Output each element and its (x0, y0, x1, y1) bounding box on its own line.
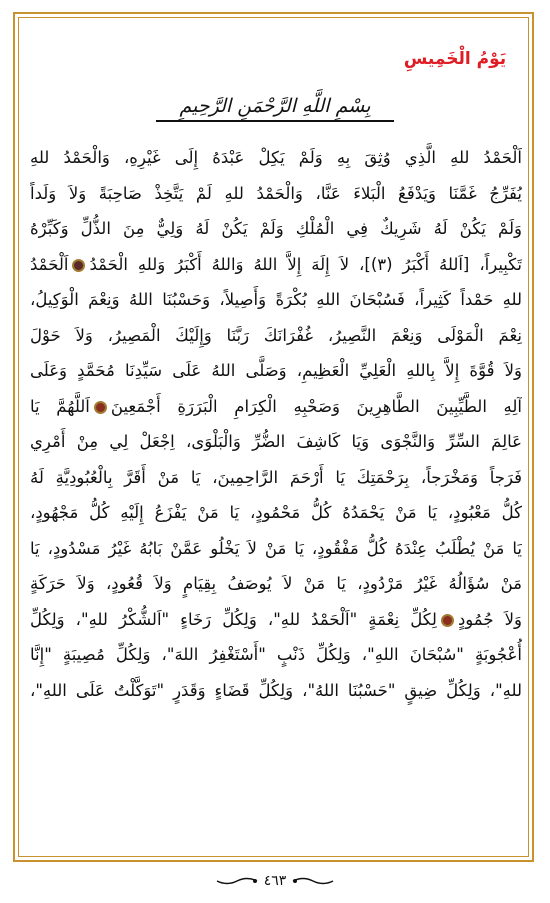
text-line-8 (30, 389, 522, 425)
rosette-divider-icon (72, 259, 85, 272)
text-line-5: للهِ حَمْداً كَثِيراً، فَسُبْحَانَ اللهِ بُكْرَةً وَأَصِيلاً، وَحَسْبُنَا اللهُ وَنِعْمَ الْوَكِيلُ، (30, 290, 522, 309)
text-line-4 (30, 247, 522, 283)
text-line-11: كُلُّ مَعْبُودٍ، يَا مَنْ يَحْمَدُهُ كُلُّ مَحْمُودٍ، يَا مَنْ يَفْزَعُ إِلَيْهِ كُلُّ مَجْهُودٍ، (30, 503, 522, 522)
text-line-14-part-2: لِكُلِّ نِعْمَةٍ "اَلْحَمْدُ للهِ"، وَلِكُلِّ رَخَاءٍ "اَلشُّكْرُ للهِ"، وَلِكُلِّ (30, 609, 437, 629)
footer-ornament-right-icon (291, 876, 335, 886)
text-line-6: نِعْمَ الْمَوْلَى وَنِعْمَ النَّصِيرُ، غُفْرَانَكَ رَبَّنَا وَإِلَيْكَ الْمَصِيرُ، وَلاَ حَوْلَ (30, 325, 522, 345)
text-line-1: اَلْحَمْدُ للهِ الَّذِي وُثِقَ بِهِ وَلَمْ يَكِلْ عَبْدَهُ إِلَى غَيْرِهِ، وَالْحَمْدُ للهِ (30, 148, 522, 167)
text-line-8-part-2: اَللَّهُمَّ يَا (30, 396, 90, 416)
text-line-2: يُفَرِّجُ غَمَّنَا وَيَدْفَعُ الْبَلاءَ عَنَّا، وَالْحَمْدُ للهِ لَمْ يَتَّخِذْ صَاحِبَةً وَلاَ وَلَداً (30, 183, 522, 203)
text-line-13: مَنْ سُؤَالُهُ غَيْرُ مَرْدُودٍ، يَا مَنْ لاَ يُوصَفُ بِقِيَامٍ وَلاَ قُعُودٍ، وَلاَ حَرَكَةٍ (30, 574, 522, 593)
text-line-8-part-1: آلِهِ الطَّيِّبِينَ الطَّاهِرِينَ وَصَحْبِهِ الْكِرَامِ الْبَرَرَةِ أَجْمَعِينَ (110, 396, 522, 416)
basmala-text: بِسْمِ اللَّهِ الرَّحْمَنِ الرَّحِيمِ (179, 95, 371, 117)
text-line-4-part-1: تَكْبِيراً، [اَللهُ أَكْبَرُ (٣)]، لاَ إِلَهَ إِلاَّ اللهُ وَاللهُ أَكْبَرُ وَللهِ الْحَمْدُ (89, 254, 522, 274)
footer-ornament-left-icon (215, 876, 259, 886)
text-line-16: للهِ"، وَلِكُلِّ ضِيقٍ "حَسْبُنَا اللهُ"، وَلِكُلِّ قَضَاءٍ وَقَدَرٍ "تَوَكَّلْتُ عَلَى اللهِ"، (30, 680, 522, 700)
text-line-7: وَلاَ قُوَّةَ إِلاَّ بِاللهِ الْعَلِيِّ الْعَظِيمِ، وَصَلَّى اللهُ عَلَى سَيِّدِنَا مُحَمَّدٍ وَعَلَى (30, 361, 522, 380)
text-line-15: أُعْجُوبَةٍ "سُبْحَانَ اللهِ"، وَلِكُلِّ ذَنْبٍ "أَسْتَغْفِرُ اللهَ"، وَلِكُلِّ مُصِيبَةٍ "إِنَّا (30, 645, 522, 664)
rosette-divider-icon (94, 401, 107, 414)
text-line-14 (30, 602, 522, 638)
basmala-calligraphy (150, 86, 400, 128)
page-number: ٤٦٣ (263, 873, 287, 889)
text-line-3: وَلَمْ يَكُنْ لَهُ شَرِيكٌ فِي الْمُلْكِ وَلَمْ يَكُنْ لَهُ وَلِيٌّ مِنَ الذُّلِّ وَكَبِّرْهُ (30, 219, 522, 238)
page-footer (175, 868, 375, 894)
text-line-14-part-1: وَلاَ جُمُودٍ (457, 609, 522, 629)
prayer-text (30, 140, 522, 708)
text-line-4-part-2: اَلْحَمْدُ (30, 254, 69, 274)
rosette-divider-icon (441, 614, 454, 627)
text-line-12: يَا مَنْ يُطْلَبُ عِنْدَهُ كُلُّ مَفْقُودٍ، يَا مَنْ لاَ يَخْلُو عَمَّنْ بَابُهُ غَيْرُ مَسْدُودٍ، يَا (30, 538, 522, 558)
basmala-underline (156, 120, 394, 122)
text-line-10: فَرَجاً وَمَخْرَجاً، بِرَحْمَتِكَ يَا أَرْحَمَ الرَّاحِمِينَ، يَا مَنْ أَقَرَّ بِالْعُبُودِيَّةِ لَهُ (30, 467, 522, 487)
text-line-9: عَالِمَ السِّرِّ وَالنَّجْوَى وَيَا كَاشِفَ الضُّرِّ وَالْبَلْوَى، اِجْعَلْ لِي مِنْ أَمْرِي (30, 432, 522, 451)
day-title: يَوْمُ الْخَمِيسِ (403, 49, 507, 69)
